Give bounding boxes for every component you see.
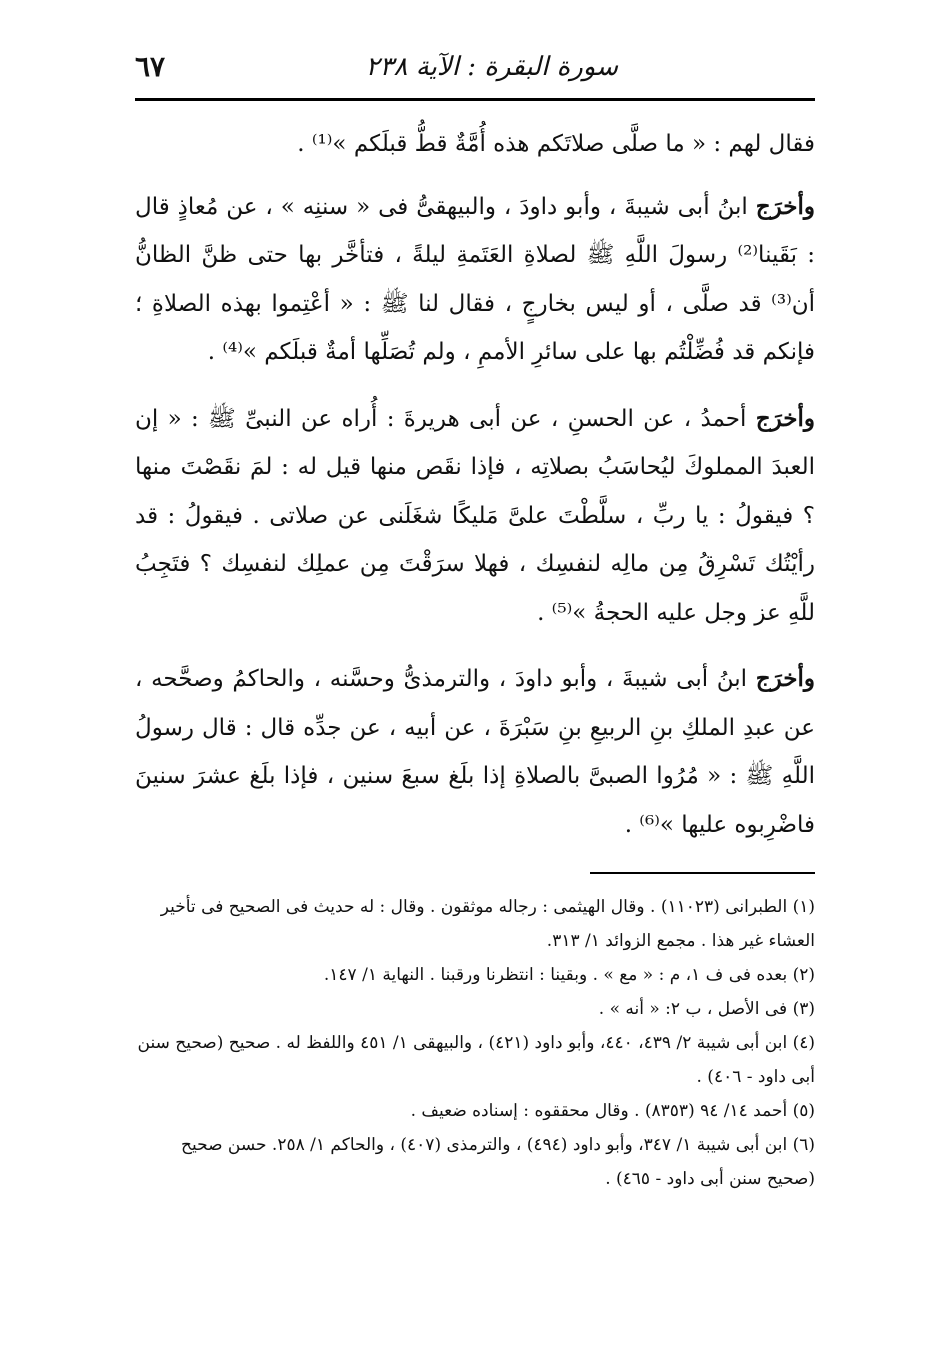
footnote-5: (٥) أحمد ١٤/ ٩٤ (٨٣٥٣) . وقال محققوه : إسناده ضعيف . [410,1101,815,1121]
paragraph-2 [135,183,815,377]
footnote-4: (٤) ابن أبى شيبة ٢/ ٤٣٩، ٤٤٠، وأبو داود (٤٢١) ، والبيهقى ١/ ٤٥١ واللفظ له . صحيح (صحيح سنن أبى داود - ٤٠٦) . [137,1033,815,1087]
paragraph-lead: وأخرَج [755,192,815,220]
page-number: ٦٧ [135,50,166,83]
paragraph-text: ابنُ أبى شيبةَ ، وأبو داودَ ، والترمذىُّ وحسَّنه ، والحاكمُ وصحَّحه ، عن عبدِ الملكِ بنِ الربيعِ بنِ سَبْرَةَ ، عن أبيه ، عن جدِّه قال : قال رسولُ اللَّهِ ﷺ : « مُرُوا الصبىَّ بالصلاةِ إذا بلَغ سبعَ سنين ، فإذا بلَغ عشرَ سنينَ فاضْرِبوه عليها »⁽⁶⁾ . [135,666,815,838]
paragraph-4 [135,655,815,849]
footnote-rule [590,872,815,874]
header-rule [135,98,815,101]
paragraph-text: أحمدُ ، عن الحسنِ ، عن أبى هريرةَ : أُراه عن النبىِّ ﷺ : « إن العبدَ المملوكَ ليُحاسَبُ بصلاتِه ، فإذا نقَص منها قيل له : لمَ نقَصْتَ منها ؟ فيقولُ : يا ربِّ ، سلَّطْتَ علىَّ مَليكًا شغَلَنى عن صلاتى . فيقولُ : قد رأيْتُك تَسْرِقُ مِن مالِه لنفسِك ، فهلا سرَقْتَ مِن عملِك لنفسِك ؟ فتَجِبُ للَّهِ عز وجل عليه الحجةُ »⁽⁵⁾ . [135,405,815,626]
paragraph-text: ابنُ أبى شيبةَ ، وأبو داودَ ، والبيهقىُّ فى « سننِه » ، عن مُعاذٍ قال : بَقَينا⁽²⁾ رسولَ اللَّهِ ﷺ لصلاةِ العَتَمةِ ليلةً ، فتأخَّر بها حتى ظنَّ الظانُّ أن⁽³⁾ قد صلَّى ، أو ليس بخارجٍ ، فقال لنا ﷺ : « أعْتِموا بهذه الصلاةِ ؛ فإنكم قد فُضِّلْتُم بها على سائرِ الأممِ ، ولم تُصَلِّها أمةٌ قبلَكم »⁽⁴⁾ . [135,193,815,365]
footnote-6: (٦) ابن أبى شيبة ١/ ٣٤٧، وأبو داود (٤٩٤) ، والترمذى (٤٠٧) ، والحاكم ١/ ٢٥٨. حسن صحيح (صحيح سنن أبى داود - ٤٦٥) . [181,1135,815,1189]
paragraph-lead: وأخرَج [755,404,815,432]
main-text [135,120,815,849]
paragraph-3 [135,395,815,638]
paragraph-lead: وأخرَج [755,665,815,692]
footnote-3: (٣) فى الأصل ، ب ٢: « أنه » . [598,999,815,1019]
footnote-2: (٢) بعده فى ف ١، م : « مع » . وبقينا : انتظرنا ورقبنا . النهاية ١/ ١٤٧. [323,965,815,985]
page-header [135,48,813,88]
paragraph-text: فقال لهم : « ما صلَّى صلاتَكم هذه أُمَّةٌ قطُّ قبلَكم »⁽¹⁾ . [297,131,815,157]
running-title: سورة البقرة : الآية ٢٣٨ [365,52,618,82]
footnotes [135,890,815,1196]
paragraph-1 [135,120,815,169]
footnote-1: (١) الطبرانى (١١٠٢٣) . وقال الهيثمى : رجاله موثقون . وقال : له حديث فى الصحيح فى تأخير العشاء غير هذا . مجمع الزوائد ١/ ٣١٣. [160,897,815,951]
